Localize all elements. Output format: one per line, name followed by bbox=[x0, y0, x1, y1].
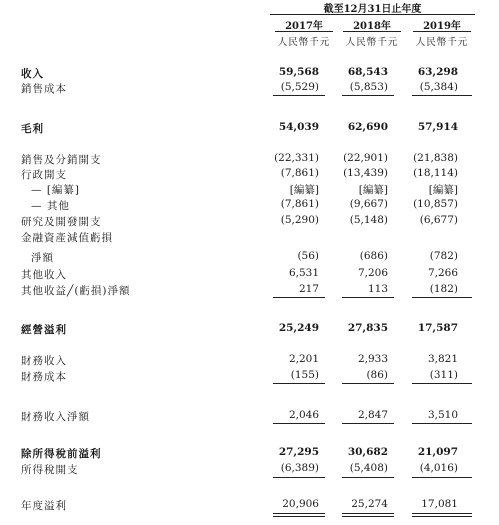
value-2018: (5,853) bbox=[349, 81, 388, 93]
value-2019: 17,081 bbox=[421, 498, 458, 510]
year-header-2017: 2017年 bbox=[285, 21, 323, 32]
value-2018: (86) bbox=[366, 369, 388, 381]
row-label: 研究及開發開支 bbox=[21, 216, 102, 228]
value-2019: 63,298 bbox=[417, 66, 458, 78]
value-2018: (13,439) bbox=[343, 167, 388, 179]
value-2018: 27,835 bbox=[347, 322, 388, 334]
value-2019: 3,821 bbox=[427, 353, 458, 365]
value-2019: [編纂] bbox=[428, 184, 458, 196]
subtotal-rule bbox=[412, 477, 472, 478]
subtotal-rule bbox=[342, 297, 394, 298]
year-header-2019: 2019年 bbox=[423, 21, 461, 32]
value-2017: [編纂] bbox=[289, 184, 319, 196]
row-label: 其他收益╱(虧損)淨額 bbox=[21, 285, 131, 297]
period-header: 截至12月31日止年度 bbox=[323, 4, 422, 15]
value-2018: 2,847 bbox=[357, 409, 388, 421]
subtotal-rule bbox=[342, 423, 394, 424]
subtotal-rule bbox=[342, 477, 394, 478]
value-2018: 62,690 bbox=[347, 121, 388, 133]
total-double-rule bbox=[412, 513, 472, 517]
value-2019: 21,097 bbox=[417, 446, 458, 458]
subtotal-rule bbox=[273, 297, 325, 298]
value-2018: (22,901) bbox=[343, 152, 388, 164]
value-2018: 25,274 bbox=[351, 498, 388, 510]
subtotal-rule bbox=[273, 477, 325, 478]
value-2019: (5,384) bbox=[419, 81, 458, 93]
subtotal-rule bbox=[412, 423, 472, 424]
row-label: 財務成本 bbox=[21, 371, 67, 383]
value-2017: 27,295 bbox=[278, 446, 319, 458]
row-label: 金融資產減值虧損 bbox=[21, 232, 113, 244]
row-label: 財務收入淨額 bbox=[21, 411, 90, 423]
row-label: — 其他 bbox=[31, 200, 70, 212]
value-2019: (6,677) bbox=[419, 214, 458, 226]
row-label: 所得稅開支 bbox=[21, 464, 79, 476]
row-finance-income bbox=[0, 353, 499, 370]
row-impairment-heading bbox=[0, 230, 499, 247]
value-2019: 3,510 bbox=[427, 409, 458, 421]
value-2018: 30,682 bbox=[347, 446, 388, 458]
value-2017: 217 bbox=[298, 283, 319, 295]
year-header-rule-2018 bbox=[343, 31, 401, 32]
value-2017: 20,906 bbox=[282, 498, 319, 510]
row-label: 銷售成本 bbox=[21, 83, 67, 95]
value-2017: 2,201 bbox=[288, 353, 319, 365]
total-double-rule bbox=[342, 513, 394, 517]
row-profit-before-tax bbox=[0, 446, 499, 463]
unit-header-2018: 人民幣千元 bbox=[345, 37, 399, 48]
subtotal-rule bbox=[412, 383, 472, 384]
row-research-development bbox=[0, 214, 499, 231]
value-2019: 17,587 bbox=[417, 322, 458, 334]
subtotal-rule bbox=[342, 95, 394, 96]
value-2019: 7,266 bbox=[427, 267, 458, 279]
row-label: 年度溢利 bbox=[21, 500, 67, 512]
value-2017: (7,861) bbox=[280, 198, 319, 210]
period-header-rule bbox=[270, 14, 475, 15]
value-2017: 54,039 bbox=[278, 121, 319, 133]
row-label: — [編纂] bbox=[31, 184, 81, 196]
value-2019: (10,857) bbox=[413, 198, 458, 210]
subtotal-rule bbox=[273, 423, 325, 424]
value-2019: (782) bbox=[429, 250, 458, 262]
value-2019: (4,016) bbox=[419, 462, 458, 474]
value-2017: (5,529) bbox=[280, 81, 319, 93]
row-label: 淨額 bbox=[31, 252, 54, 264]
value-2017: (22,331) bbox=[274, 152, 319, 164]
value-2018: (9,667) bbox=[349, 198, 388, 210]
value-2018: (5,408) bbox=[349, 462, 388, 474]
row-label: 經營溢利 bbox=[21, 324, 67, 336]
value-2018: 2,933 bbox=[357, 353, 388, 365]
row-gross-profit bbox=[0, 121, 499, 138]
row-other-admin bbox=[0, 198, 499, 215]
unit-header-2019: 人民幣千元 bbox=[415, 37, 469, 48]
row-label: 財務收入 bbox=[21, 355, 67, 367]
value-2017: 6,531 bbox=[288, 267, 319, 279]
value-2018: 7,206 bbox=[357, 267, 388, 279]
value-2018: 113 bbox=[367, 283, 388, 295]
row-other-income bbox=[0, 267, 499, 284]
year-header-rule-2019 bbox=[413, 31, 471, 32]
row-operating-profit bbox=[0, 322, 499, 339]
subtotal-rule bbox=[412, 297, 472, 298]
unit-header-2017: 人民幣千元 bbox=[277, 37, 331, 48]
value-2017: (7,861) bbox=[280, 167, 319, 179]
value-2019: (182) bbox=[429, 283, 458, 295]
value-2019: (21,838) bbox=[413, 152, 458, 164]
row-label: 毛利 bbox=[21, 123, 44, 135]
value-2017: 2,046 bbox=[288, 409, 319, 421]
value-2017: (6,389) bbox=[280, 462, 319, 474]
subtotal-rule bbox=[412, 95, 472, 96]
value-2017: (155) bbox=[290, 369, 319, 381]
value-2018: [編纂] bbox=[358, 184, 388, 196]
row-label: 銷售及分銷開支 bbox=[21, 154, 102, 166]
year-header-2018: 2018年 bbox=[353, 21, 391, 32]
value-2019: (311) bbox=[429, 369, 458, 381]
subtotal-rule bbox=[273, 95, 325, 96]
value-2018: (5,148) bbox=[349, 214, 388, 226]
total-double-rule bbox=[273, 513, 325, 517]
row-impairment-net bbox=[0, 250, 499, 267]
value-2019: 57,914 bbox=[417, 121, 458, 133]
value-2018: (686) bbox=[359, 250, 388, 262]
value-2017: (5,290) bbox=[280, 214, 319, 226]
year-header-rule-2017 bbox=[275, 31, 333, 32]
row-label: 收入 bbox=[21, 68, 44, 80]
value-2017: 25,249 bbox=[278, 322, 319, 334]
value-2017: (56) bbox=[297, 250, 319, 262]
value-2017: 59,568 bbox=[278, 66, 319, 78]
row-label: 行政開支 bbox=[21, 169, 67, 181]
row-label: 其他收入 bbox=[21, 269, 67, 281]
value-2018: 68,543 bbox=[347, 66, 388, 78]
subtotal-rule bbox=[342, 383, 394, 384]
row-redacted-item bbox=[0, 182, 499, 199]
subtotal-rule bbox=[273, 383, 325, 384]
row-label: 除所得稅前溢利 bbox=[21, 448, 102, 460]
value-2019: (18,114) bbox=[413, 167, 458, 179]
